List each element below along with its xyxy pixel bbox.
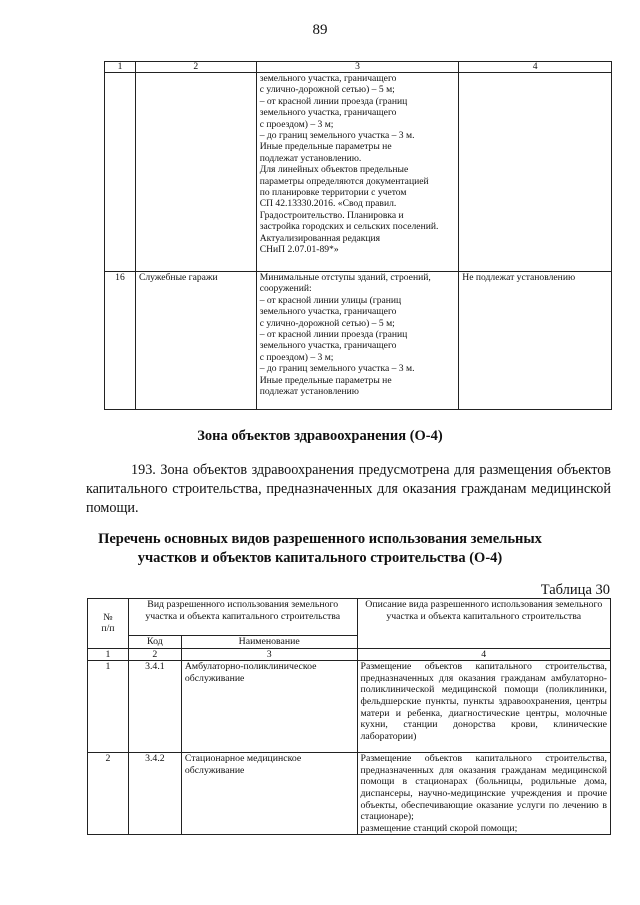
row-code: 3.4.2: [128, 753, 181, 835]
row-description: Минимальные отступы зданий, строений, сооружений: – от красной линии улицы (границ земельного участка, граничащего с улично-дорожной сетью) – 5 м; – от красной линии проезда (границ земельного участка, граничащего с проездом) – 3 м; – до границ земельного участка – 3 м. Иные предельные параметры не подлежат установлению: [256, 272, 459, 410]
col-index-1: 1: [105, 62, 136, 73]
row-code: 3.4.1: [128, 661, 181, 753]
col-index-3: 3: [256, 62, 459, 73]
header-name: Наименование: [181, 636, 357, 649]
row-number: 2: [88, 753, 129, 835]
paragraph-text: 193. Зона объектов здравоохранения предусмотрена для размещения объектов капитального строительства, предназначенных для оказания гражданам медицинской помощи.: [86, 462, 611, 516]
row-description: земельного участка, граничащего с улично-дорожной сетью) – 5 м; – от красной линии проезда (границ земельного участка, граничащего с проездом) – 3 м; – до границ земельного участка – 3 м. Иные предельные параметры не подлежат установлению. Для линейных объектов предельные параметры определяются документацией по планировке территории с учетом СП 42.13330.2016. «Свод правил. Градостроительство. Планировка и застройка городских и сельских поселений. Актуализированная редакция СНиП 2.07.01-89*»: [256, 73, 459, 272]
row-description: Размещение объектов капитального строительства, предназначенных для оказания гражданам амбулаторно-поликлинической медицинской помощи (поликлиники, фельдшерские пункты, пункты здравоохранения, центры матери и ребенка, диагностические центры, молочные кухни, станции донорства крови, клинические лаборатории): [357, 661, 610, 753]
page-number: 89: [312, 22, 328, 38]
table-row: [88, 661, 611, 753]
col-index-1: 1: [88, 648, 129, 661]
col-index-2: 2: [128, 648, 181, 661]
row-extra: Не подлежат установлению: [459, 272, 612, 410]
table-header-row: [105, 62, 612, 73]
header-kind: Вид разрешенного использования земельного участка и объекта капитального строительства: [128, 599, 357, 636]
table-index-row: [88, 648, 611, 661]
paragraph-193: [86, 461, 611, 518]
row-name: [135, 73, 256, 272]
col-index-4: 4: [357, 648, 610, 661]
header-description: Описание вида разрешенного использования земельного участка и объекта капитального строительства: [357, 599, 610, 649]
table-header-row: [88, 599, 611, 636]
row-name: Амбулаторно-поликлиническое обслуживание: [181, 661, 357, 753]
row-description: Размещение объектов капитального строительства, предназначенных для оказания гражданам медицинской помощи в стационарах (больницы, родильные дома, диспансеры, научно-медицинские учреждения и прочие объекты, обеспечивающие оказание услуги по лечению в стационаре); размещение станций скорой помощи;: [357, 753, 610, 835]
continued-table: [104, 61, 612, 410]
row-name: Служебные гаражи: [135, 272, 256, 410]
table-row: [105, 272, 612, 410]
table-row: [105, 73, 612, 272]
header-number: № п/п: [88, 599, 129, 649]
row-number: 16: [105, 272, 136, 410]
row-name: Стационарное медицинское обслуживание: [181, 753, 357, 835]
list-heading-line2: участков и объектов капитального строительства (О-4): [137, 550, 503, 566]
table-caption: Таблица 30: [540, 582, 610, 598]
row-number: 1: [88, 661, 129, 753]
row-number: [105, 73, 136, 272]
header-code: Код: [128, 636, 181, 649]
permitted-use-table: [87, 598, 611, 835]
table-row: [88, 753, 611, 835]
zone-heading: Зона объектов здравоохранения (О-4): [197, 428, 443, 444]
col-index-4: 4: [459, 62, 612, 73]
col-index-2: 2: [135, 62, 256, 73]
row-extra: [459, 73, 612, 272]
col-index-3: 3: [181, 648, 357, 661]
list-heading-line1: Перечень основных видов разрешенного использования земельных: [98, 531, 542, 547]
